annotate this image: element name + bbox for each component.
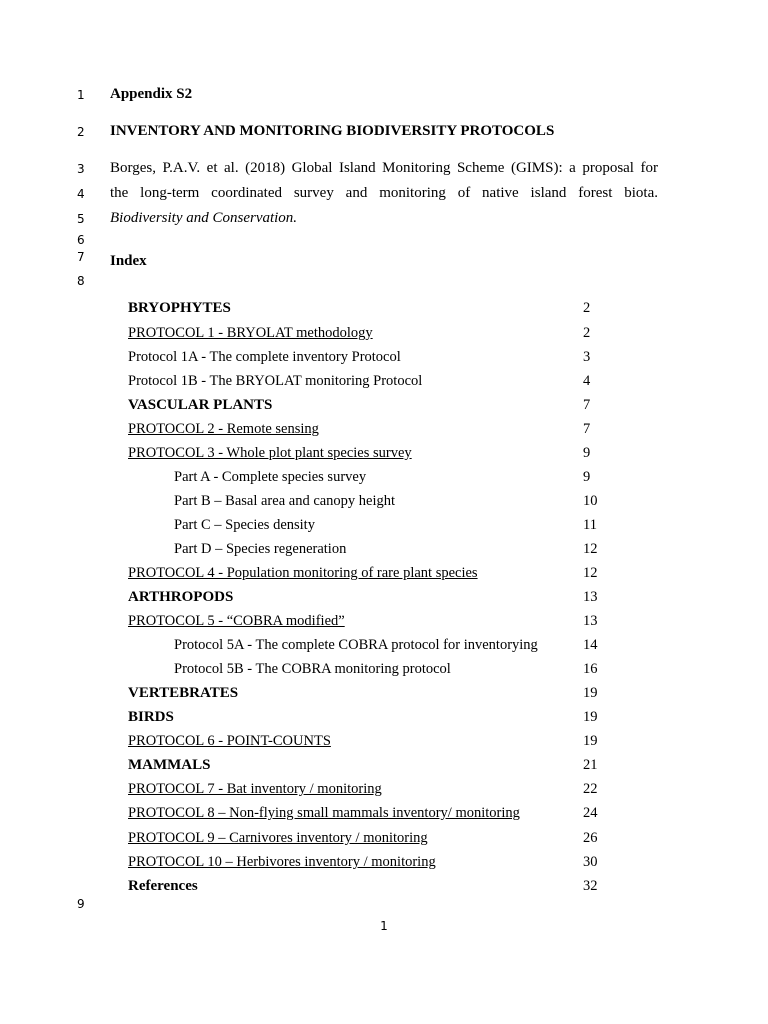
citation-line-2: the long-term coordinated survey and monitoring of native island forest biota. xyxy=(110,185,658,201)
toc-page-number: 14 xyxy=(583,637,598,653)
toc-link-protocol-5[interactable]: PROTOCOL 5 - “COBRA modified” xyxy=(128,613,345,629)
toc-link-protocol-6[interactable]: PROTOCOL 6 - POINT-COUNTS xyxy=(128,733,331,749)
toc-item-protocol-5b[interactable]: Protocol 5B - The COBRA monitoring protocol xyxy=(174,661,451,677)
toc-item-protocol-5a[interactable]: Protocol 5A - The complete COBRA protocol for inventorying xyxy=(174,637,538,653)
appendix-label: Appendix S2 xyxy=(110,86,193,102)
line-number: 4 xyxy=(77,187,85,201)
toc-item-part-b[interactable]: Part B – Basal area and canopy height xyxy=(174,493,396,509)
toc-page-number: 10 xyxy=(583,493,598,509)
line-number: 1 xyxy=(77,88,85,102)
toc-item-part-c[interactable]: Part C – Species density xyxy=(174,517,315,533)
toc-page-number: 9 xyxy=(583,445,591,461)
toc-item-protocol-1a[interactable]: Protocol 1A - The complete inventory Protocol xyxy=(128,349,401,365)
toc-link-protocol-8[interactable]: PROTOCOL 8 – Non-flying small mammals inventory/ monitoring xyxy=(128,805,520,821)
toc-section-arthropods[interactable]: ARTHROPODS xyxy=(128,589,234,605)
toc-page-number: 13 xyxy=(583,613,598,629)
toc-item-part-d[interactable]: Part D – Species regeneration xyxy=(174,541,347,557)
toc-link-protocol-9[interactable]: PROTOCOL 9 – Carnivores inventory / monitoring xyxy=(128,830,428,846)
line-number: 7 xyxy=(77,250,85,264)
toc-section-vascular-plants[interactable]: VASCULAR PLANTS xyxy=(128,397,273,413)
toc-section-mammals[interactable]: MAMMALS xyxy=(128,757,211,773)
toc-page-number: 26 xyxy=(583,830,598,846)
toc-page-number: 22 xyxy=(583,781,598,797)
line-number: 8 xyxy=(77,274,85,288)
toc-page-number: 19 xyxy=(583,709,598,725)
toc-page-number: 7 xyxy=(583,421,591,437)
toc-section-vertebrates[interactable]: VERTEBRATES xyxy=(128,685,239,701)
toc-section-birds[interactable]: BIRDS xyxy=(128,709,174,725)
toc-section-references[interactable]: References xyxy=(128,878,198,894)
toc-page-number: 16 xyxy=(583,661,598,677)
toc-page-number: 21 xyxy=(583,757,598,773)
toc-item-part-a[interactable]: Part A - Complete species survey xyxy=(174,469,367,485)
toc-item-protocol-1b[interactable]: Protocol 1B - The BRYOLAT monitoring Protocol xyxy=(128,373,423,389)
document-title: INVENTORY AND MONITORING BIODIVERSITY PROTOCOLS xyxy=(110,123,555,139)
toc-page-number: 9 xyxy=(583,469,591,485)
toc-page-number: 32 xyxy=(583,878,598,894)
toc-page-number: 3 xyxy=(583,349,591,365)
toc-page-number: 12 xyxy=(583,565,598,581)
toc-section-bryophytes[interactable]: BRYOPHYTES xyxy=(128,300,231,316)
toc-link-protocol-3[interactable]: PROTOCOL 3 - Whole plot plant species survey xyxy=(128,445,412,461)
toc-link-protocol-4[interactable]: PROTOCOL 4 - Population monitoring of rare plant species xyxy=(128,565,478,581)
toc-page-number: 24 xyxy=(583,805,598,821)
toc-page-number: 12 xyxy=(583,541,598,557)
toc-page-number: 19 xyxy=(583,733,598,749)
page-number-footer: 1 xyxy=(380,919,388,933)
line-number: 3 xyxy=(77,162,85,176)
line-number: 5 xyxy=(77,212,85,226)
toc-link-protocol-10[interactable]: PROTOCOL 10 – Herbivores inventory / monitoring xyxy=(128,854,436,870)
toc-page-number: 4 xyxy=(583,373,591,389)
toc-page-number: 19 xyxy=(583,685,598,701)
toc-page-number: 7 xyxy=(583,397,591,413)
line-number: 6 xyxy=(77,233,85,247)
citation-line-1: Borges, P.A.V. et al. (2018) Global Island Monitoring Scheme (GIMS): a proposal for xyxy=(110,160,658,176)
toc-link-protocol-2[interactable]: PROTOCOL 2 - Remote sensing xyxy=(128,421,319,437)
toc-page-number: 13 xyxy=(583,589,598,605)
index-heading: Index xyxy=(110,253,147,269)
toc-link-protocol-7[interactable]: PROTOCOL 7 - Bat inventory / monitoring xyxy=(128,781,382,797)
toc-page-number: 2 xyxy=(583,300,591,316)
toc-page-number: 2 xyxy=(583,325,591,341)
toc-page-number: 11 xyxy=(583,517,597,533)
toc-link-protocol-1[interactable]: PROTOCOL 1 - BRYOLAT methodology xyxy=(128,325,373,341)
line-number: 2 xyxy=(77,125,85,139)
citation-journal: Biodiversity and Conservation. xyxy=(110,210,298,226)
line-number: 9 xyxy=(77,897,85,911)
toc-page-number: 30 xyxy=(583,854,598,870)
